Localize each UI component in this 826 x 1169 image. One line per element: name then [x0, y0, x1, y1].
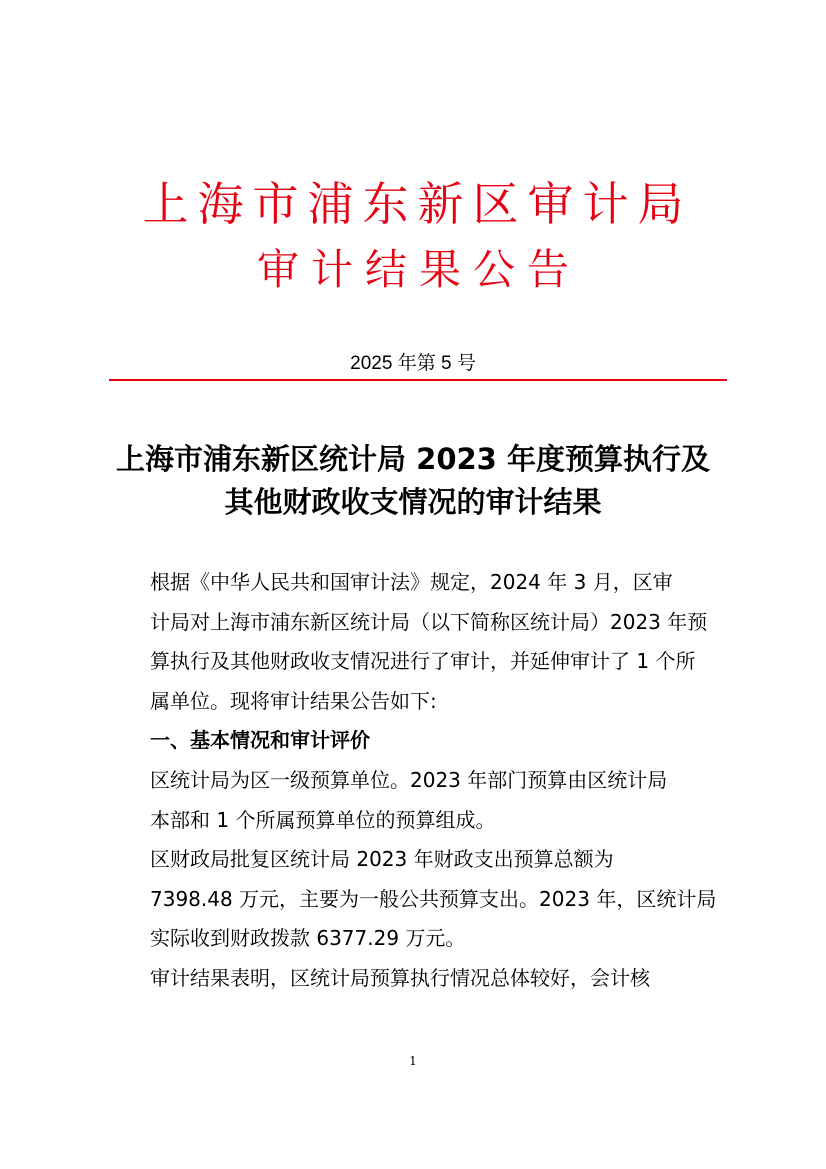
- header-divider: [109, 379, 727, 381]
- paragraph-line: 审计结果表明，区统计局预算执行情况总体较好，会计核: [150, 965, 650, 990]
- paragraph-budget: [110, 840, 722, 959]
- notice-type-title: 审计结果公告: [256, 245, 581, 294]
- intro-line: 属单位。现将审计结果公告如下:: [150, 688, 437, 713]
- paragraph-line: 7398.48 万元，主要为一般公共预算支出。2023 年，区统计局: [150, 886, 717, 911]
- paragraph-line: 区统计局为区一级预算单位。2023 年部门预算由区统计局: [150, 767, 668, 792]
- report-title-line-1: 上海市浦东新区统计局 2023 年度预算执行及: [116, 442, 710, 476]
- section-heading-basic-info: 一、基本情况和审计评价: [150, 728, 370, 753]
- page-number: 1: [409, 1054, 417, 1068]
- intro-line: 算执行及其他财政收支情况进行了审计，并延伸审计了 1 个所: [150, 649, 696, 674]
- intro-paragraph: [110, 563, 722, 721]
- report-title: [60, 438, 766, 524]
- paragraph-line: 区财政局批复区统计局 2023 年财政支出预算总额为: [150, 847, 614, 872]
- report-title-line-2: 其他财政收支情况的审计结果: [224, 485, 602, 519]
- paragraph-line: 实际收到财政拨款 6377.29 万元。: [150, 926, 466, 951]
- issuing-organization: 上海市浦东新区审计局: [142, 177, 693, 231]
- intro-line: 计局对上海市浦东新区统计局（以下简称区统计局）2023 年预: [150, 609, 708, 634]
- paragraph-line: 本部和 1 个所属预算单位的预算组成。: [150, 807, 496, 832]
- paragraph-unit-overview: [110, 761, 722, 840]
- report-body: [110, 563, 722, 999]
- paragraph-audit-assessment: [110, 959, 722, 999]
- intro-line: 根据《中华人民共和国审计法》规定，2024 年 3 月，区审: [150, 570, 673, 594]
- document-number: 2025 年第 5 号: [350, 353, 476, 374]
